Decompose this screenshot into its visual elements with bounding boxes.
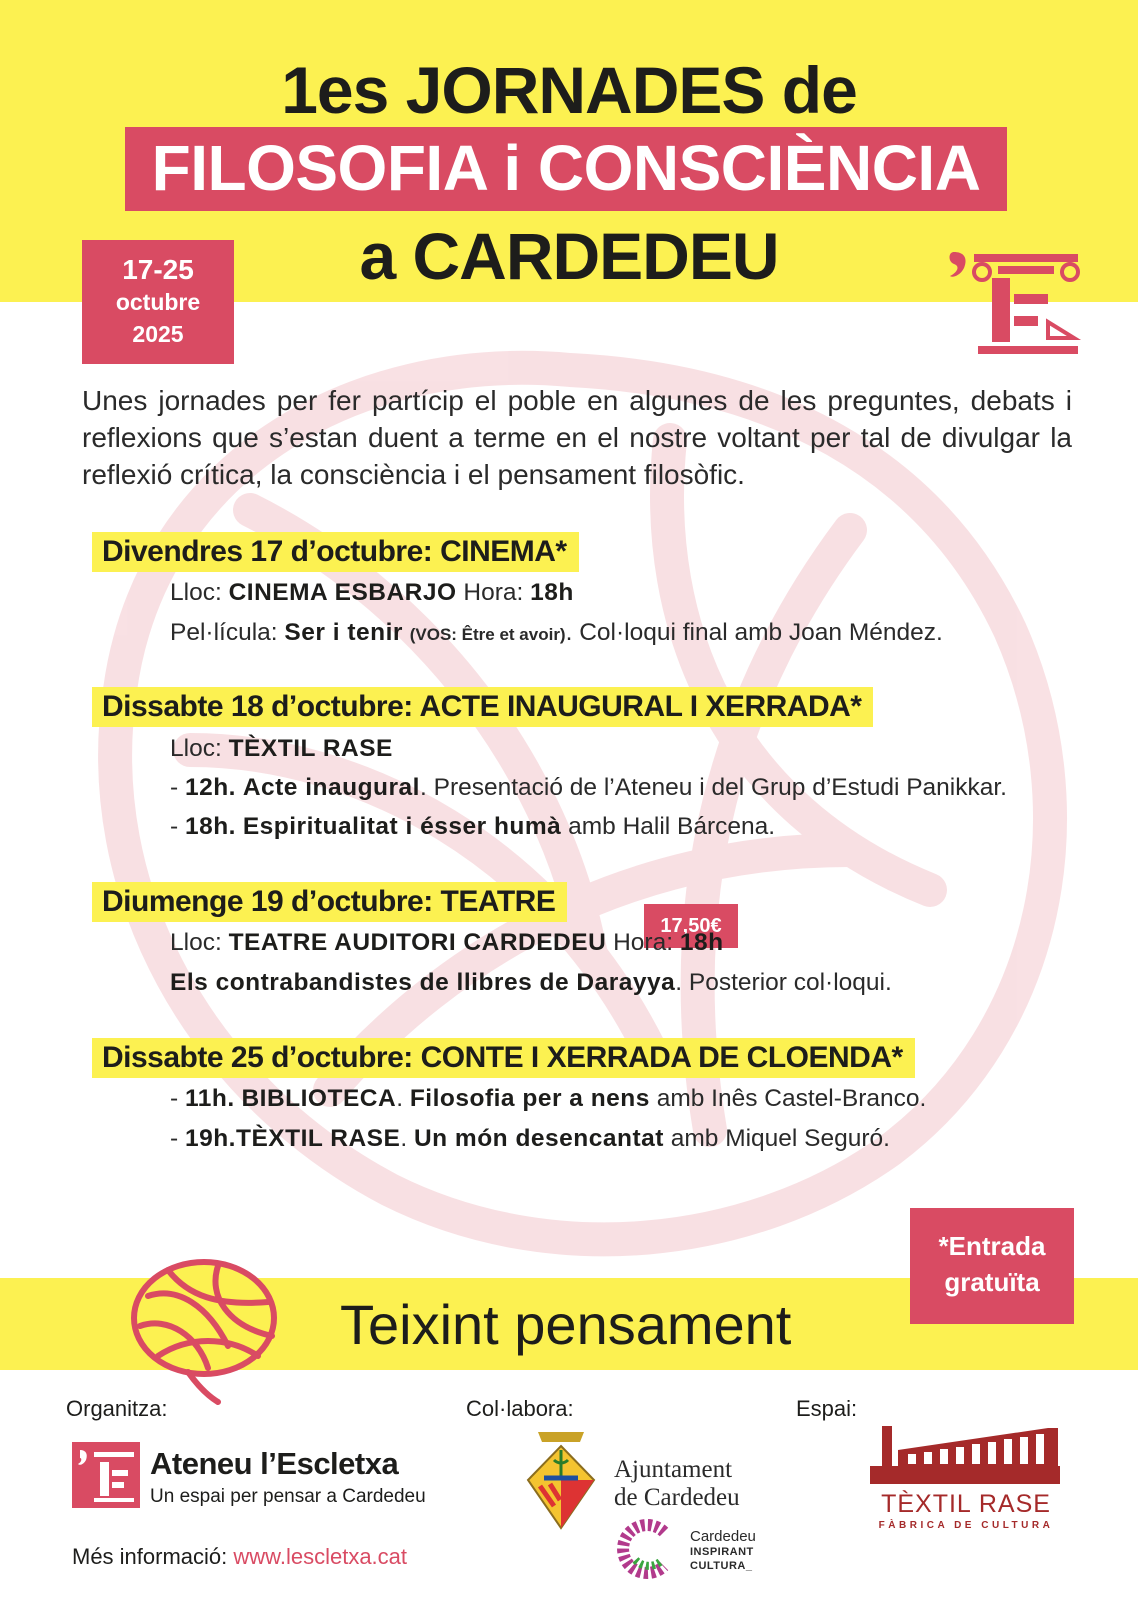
organiza-label: Organitza: xyxy=(66,1396,168,1421)
ateneu-subtitle: Un espai per pensar a Cardedeu xyxy=(150,1486,426,1507)
collabora-label: Col·labora: xyxy=(466,1396,574,1421)
day-25-item-2: - 19h.TÈXTIL RASE. Un món desencantat amb Miquel Seguró. xyxy=(170,1125,890,1152)
date-range: 17-25 xyxy=(122,254,194,285)
time-value: 18h xyxy=(530,579,574,606)
day-18-item-2: - 18h. Espiritualitat i ésser humà amb Halil Bárcena. xyxy=(170,813,776,840)
time-value: 18h xyxy=(679,929,724,956)
day-17-place-line xyxy=(170,578,574,608)
day-19-play-line xyxy=(170,968,892,998)
ajuntament-line-1: Ajuntament xyxy=(614,1456,733,1483)
more-info-link[interactable]: www.lescletxa.cat xyxy=(233,1544,408,1569)
textil-rase-factory-icon xyxy=(868,1420,1062,1488)
item-title: Espiritualitat i ésser humà xyxy=(242,813,562,840)
item-title: Un món desencantat xyxy=(413,1125,664,1152)
day-19-place-line xyxy=(170,928,724,958)
place-value: TÈXTIL RASE xyxy=(228,735,393,762)
inspirant-cultura-logo-icon xyxy=(616,1518,678,1580)
item-title: Acte inaugural xyxy=(242,774,420,801)
item-time: 11h. xyxy=(184,1085,235,1112)
item-place: BIBLIOTECA xyxy=(241,1085,397,1112)
place-value: TEATRE AUDITORI CARDEDEU xyxy=(228,929,607,956)
date-year: 2025 xyxy=(132,321,184,347)
place-label: Lloc: xyxy=(170,579,222,606)
place-label: Lloc: xyxy=(170,929,222,956)
item-title: Filosofia per a nens xyxy=(409,1085,650,1112)
day-heading-17: Divendres 17 d’octubre: CINEMA* xyxy=(92,532,579,572)
day-18-item-1: - 12h. Acte inaugural. Presentació de l’Ateneu i del Grup d’Estudi Panikkar. xyxy=(170,774,1007,801)
textil-rase-name: TÈXTIL RASE xyxy=(881,1490,1051,1518)
title-line-1: 1es JORNADES de xyxy=(281,53,857,127)
inspirant-line-2: CULTURA_ xyxy=(690,1560,753,1572)
film-label: Pel·lícula: xyxy=(170,619,278,646)
day-heading-19: Diumenge 19 d’octubre: TEATRE xyxy=(92,882,567,922)
film-title: Ser i tenir xyxy=(284,619,403,646)
time-label: Hora: xyxy=(463,579,524,606)
place-value: CINEMA ESBARJO xyxy=(228,579,457,606)
intro-paragraph: Unes jornades per fer partícip el poble en algunes de les preguntes, debats i reflexions que s’estan duent a terme en el nostre voltant per tal de divulgar la reflexió crítica, la consciència i el pensament filosòfic. xyxy=(82,385,1072,490)
slogan: Teixint pensament xyxy=(340,1293,792,1356)
cardedeu-shield-icon xyxy=(524,1428,598,1532)
item-place: TÈXTIL RASE xyxy=(236,1125,401,1152)
price-badge: 17,50€ xyxy=(644,904,738,948)
espai-label: Espai: xyxy=(796,1396,858,1421)
item-note: amb Halil Bárcena. xyxy=(561,813,776,840)
item-time: 18h. xyxy=(184,813,236,840)
date-month: octubre xyxy=(115,289,201,315)
yarn-brain-icon xyxy=(128,1256,280,1406)
free-entry-line-1: *Entrada xyxy=(938,1231,1046,1261)
date-badge xyxy=(82,240,234,364)
film-original-title: (VOS: Être et avoir) xyxy=(409,625,566,644)
film-note: . Col·loqui final amb Joan Méndez. xyxy=(565,619,943,646)
day-25-item-1: - 11h. BIBLIOTECA. Filosofia per a nens amb Inês Castel-Branco. xyxy=(170,1085,927,1112)
play-title: Els contrabandistes de llibres de Darayya xyxy=(170,969,676,996)
place-label: Lloc: xyxy=(170,735,222,762)
title-line-3: a CARDEDEU xyxy=(359,219,779,293)
item-time: 19h. xyxy=(184,1125,236,1152)
more-info xyxy=(72,1544,407,1570)
item-note: . Presentació de l’Ateneu i del Grup d’Estudi Panikkar. xyxy=(420,774,1007,801)
ateneu-name: Ateneu l’Escletxa xyxy=(150,1446,399,1481)
title-line-2: FILOSOFIA i CONSCIÈNCIA xyxy=(151,132,981,204)
free-entry-line-2: gratuïta xyxy=(944,1267,1040,1297)
ajuntament-line-2: de Cardedeu xyxy=(614,1484,740,1511)
day-18-place-line xyxy=(170,734,393,764)
ateneu-logo-icon xyxy=(72,1442,140,1508)
free-entry-badge xyxy=(910,1208,1074,1324)
item-time: 12h. xyxy=(184,774,236,801)
day-heading-18: Dissabte 18 d’octubre: ACTE INAUGURAL I XERRADA* xyxy=(92,687,873,727)
time-label: Hora: xyxy=(613,929,674,956)
play-note: . Posterior col·loqui. xyxy=(675,969,892,996)
ajuntament-name xyxy=(614,1456,740,1512)
item-note: amb Inês Castel-Branco. xyxy=(649,1085,927,1112)
inspirant-city: Cardedeu xyxy=(690,1528,756,1545)
day-17-film-line xyxy=(170,618,943,650)
item-note: amb Miquel Seguró. xyxy=(663,1125,890,1152)
inspirant-line-1: INSPIRANT xyxy=(690,1546,754,1558)
textil-rase-subtitle: FÀBRICA DE CULTURA xyxy=(878,1520,1054,1531)
more-info-label: Més informació: xyxy=(72,1544,228,1569)
ateneu-column-logo-icon xyxy=(948,242,1084,360)
day-heading-25: Dissabte 25 d’octubre: CONTE I XERRADA DE CLOENDA* xyxy=(92,1038,915,1078)
